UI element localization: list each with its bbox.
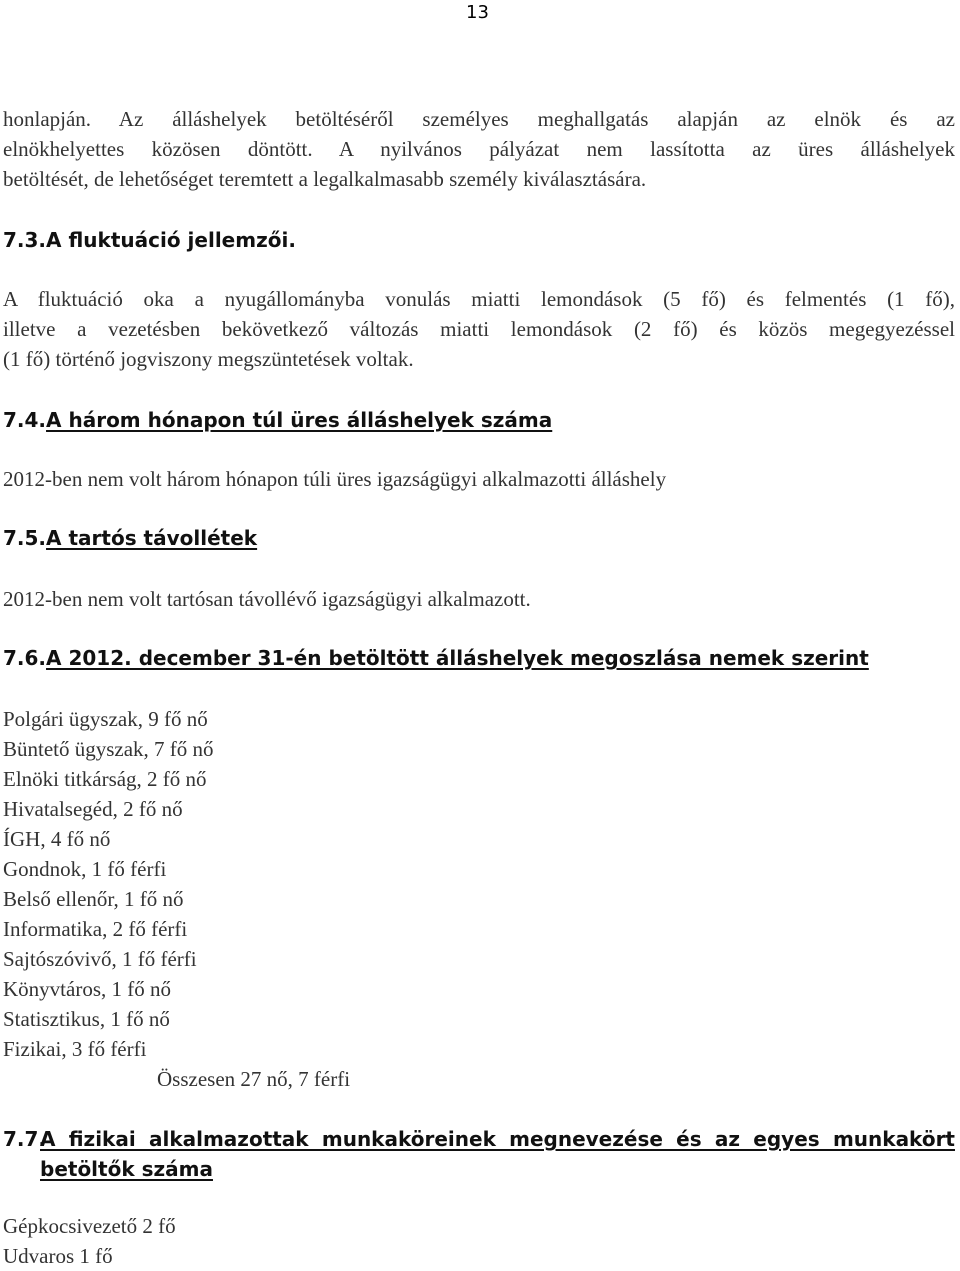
- list-item: Polgári ügyszak, 9 fő nő: [3, 707, 208, 731]
- fluctuation-line-2: illetve a vezetésben bekövetkező változás miatti lemondások (2 fő) és közös megegyezéssel: [3, 317, 955, 341]
- list-item: Könyvtáros, 1 fő nő: [3, 977, 171, 1001]
- section-title: A három hónapon túl üres álláshelyek száma: [46, 408, 553, 432]
- section-title: A 2012. december 31-én betöltött álláshelyek megoszlása nemek szerint: [46, 646, 869, 670]
- staff-by-gender-list: [3, 704, 214, 1064]
- section-number: 7.7.: [3, 1127, 47, 1151]
- section-title: A tartós távollétek: [46, 526, 258, 550]
- intro-line-3: betöltését, de lehetőséget teremtett a legalkalmasabb személy kiválasztására.: [3, 167, 647, 191]
- physical-staff-list: [3, 1211, 176, 1271]
- section-title-line-2: betöltők száma: [40, 1157, 213, 1181]
- fluctuation-line-1: A fluktuáció oka a nyugállományba vonulás miatti lemondások (5 fő) és felmentés (1 fő),: [3, 287, 955, 311]
- list-item: Gépkocsivezető 2 fő: [3, 1214, 176, 1238]
- list-item: Statisztikus, 1 fő nő: [3, 1007, 170, 1031]
- gender-total: Összesen 27 nő, 7 férfi: [157, 1067, 351, 1091]
- section-7-4-text: 2012-ben nem volt három hónapon túli üres igazságügyi alkalmazotti álláshely: [3, 467, 667, 491]
- section-7-3-heading: [3, 228, 296, 252]
- section-number: 7.4.: [3, 408, 47, 432]
- intro-line-2: elnökhelyettes közösen döntött. A nyilvános pályázat nem lassította az üres álláshelyek: [3, 137, 955, 161]
- section-7-6-heading: [3, 646, 869, 670]
- section-7-4-heading: [3, 408, 552, 432]
- list-item: Hivatalsegéd, 2 fő nő: [3, 797, 183, 821]
- section-title: A fluktuáció jellemzői.: [46, 228, 296, 252]
- section-title: [40, 1124, 955, 1184]
- list-item: Gondnok, 1 fő férfi: [3, 857, 167, 881]
- section-7-3-paragraph: [3, 284, 955, 374]
- list-item: Sajtószóvivő, 1 fő férfi: [3, 947, 197, 971]
- page-number: 13: [466, 2, 489, 23]
- section-7-7-heading: [3, 1124, 955, 1184]
- intro-paragraph: [3, 104, 955, 194]
- section-7-5-heading: [3, 526, 257, 550]
- list-item: Udvaros 1 fő: [3, 1244, 113, 1268]
- section-number: 7.6.: [3, 646, 47, 670]
- list-item: Informatika, 2 fő férfi: [3, 917, 188, 941]
- list-item: Elnöki titkárság, 2 fő nő: [3, 767, 207, 791]
- list-item: ÍGH, 4 fő nő: [3, 827, 111, 851]
- list-item: Belső ellenőr, 1 fő nő: [3, 887, 184, 911]
- section-number: 7.5.: [3, 526, 47, 550]
- section-7-5-text: 2012-ben nem volt tartósan távollévő igazságügyi alkalmazott.: [3, 587, 531, 611]
- section-title-line-1: A fizikai alkalmazottak munkaköreinek megnevezése és az egyes munkakört: [40, 1127, 955, 1151]
- fluctuation-line-3: (1 fő) történő jogviszony megszüntetések voltak.: [3, 347, 414, 371]
- intro-line-1: honlapján. Az álláshelyek betöltéséről személyes meghallgatás alapján az elnök és az: [3, 107, 955, 131]
- list-item: Büntető ügyszak, 7 fő nő: [3, 737, 214, 761]
- list-item: Fizikai, 3 fő férfi: [3, 1037, 147, 1061]
- section-number: 7.3.: [3, 228, 47, 252]
